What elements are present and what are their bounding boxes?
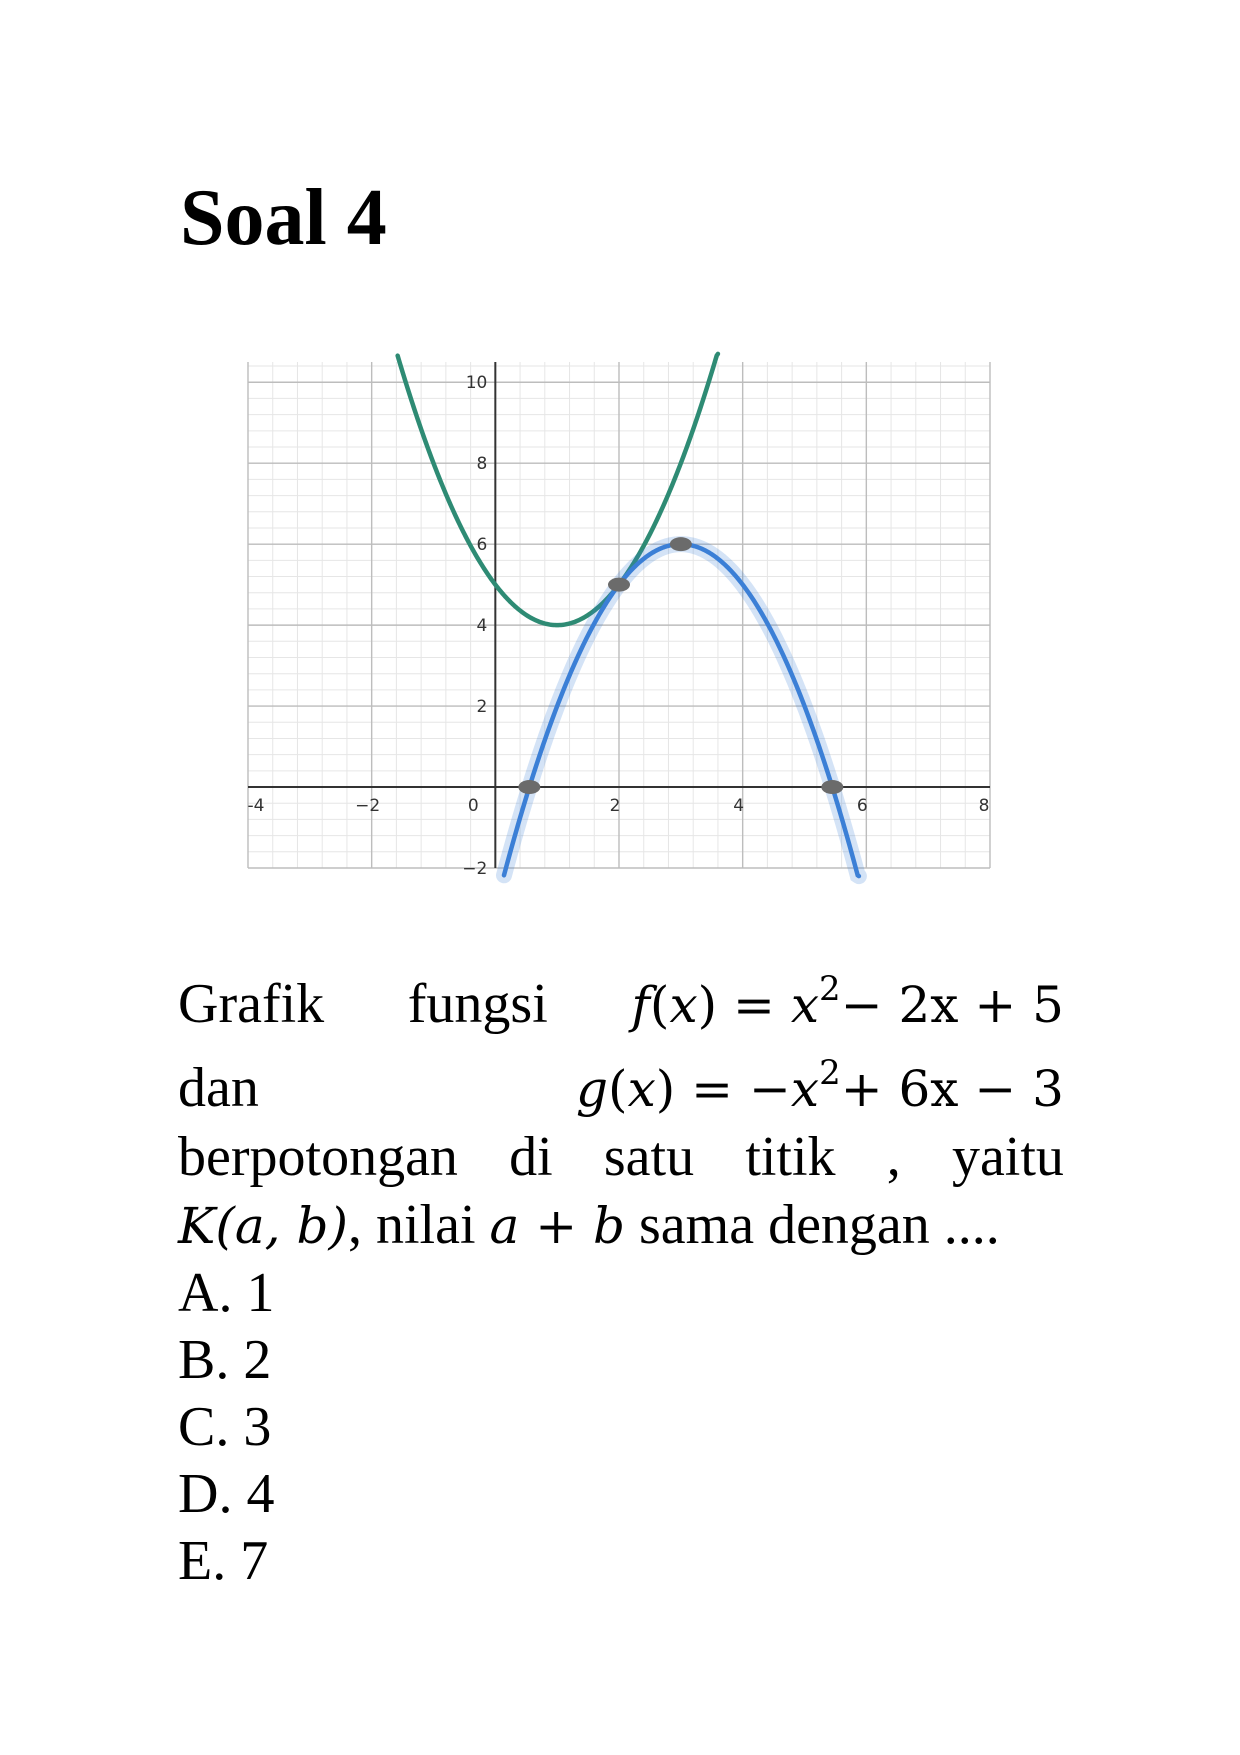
option-c[interactable] <box>178 1394 1064 1461</box>
question-line-4 <box>178 1191 1064 1260</box>
option-letter: C. <box>178 1396 230 1458</box>
word: berpotongan <box>178 1126 458 1188</box>
graph-point <box>821 780 843 794</box>
line4-mid: , nilai <box>347 1194 490 1256</box>
y-tick-label: 2 <box>476 697 488 718</box>
line4-end: sama dengan .... <box>625 1194 1000 1256</box>
word: di <box>509 1126 553 1188</box>
answer-options <box>178 1260 1064 1595</box>
x-tick-label: 6 <box>856 796 868 817</box>
y-tick-label: 4 <box>476 616 488 637</box>
g-exponent: 2 <box>819 1053 841 1093</box>
option-d[interactable] <box>178 1461 1064 1528</box>
x-tick-label: 0 <box>467 796 479 817</box>
f-name: f <box>631 976 650 1034</box>
curve-g <box>504 544 859 876</box>
g-name: g <box>576 1060 609 1118</box>
option-a[interactable] <box>178 1260 1064 1327</box>
y-tick-label: 6 <box>476 535 488 556</box>
y-tick-label: −2 <box>462 859 488 879</box>
option-value: 2 <box>243 1329 272 1391</box>
option-letter: D. <box>178 1463 233 1525</box>
g-rhs: −x <box>748 1060 820 1118</box>
question-text <box>178 955 1064 1595</box>
x-tick-label: 8 <box>978 796 990 817</box>
y-tick-label: 8 <box>476 454 488 475</box>
x-tick-label: 4 <box>733 796 745 817</box>
option-letter: B. <box>178 1329 230 1391</box>
word: satu <box>603 1126 695 1188</box>
word: titik <box>745 1126 836 1188</box>
y-tick-label: 10 <box>465 373 488 394</box>
word: , <box>886 1126 901 1188</box>
question-title: Soal 4 <box>180 174 387 262</box>
graph-point <box>670 537 692 551</box>
point-k: K(a, b) <box>178 1197 348 1255</box>
graph-point <box>608 578 630 592</box>
word: yaitu <box>951 1126 1064 1188</box>
f-rhs: x <box>790 976 820 1034</box>
option-value: 1 <box>246 1262 275 1324</box>
curves <box>398 354 859 876</box>
option-letter: A. <box>178 1262 233 1324</box>
question-line-2 <box>178 1039 1064 1123</box>
option-letter: E. <box>178 1530 227 1592</box>
option-value: 3 <box>243 1396 272 1458</box>
f-exponent: 2 <box>819 969 841 1009</box>
option-e[interactable] <box>178 1528 1064 1595</box>
option-b[interactable] <box>178 1327 1064 1394</box>
word-grafik: Grafik <box>178 973 325 1035</box>
question-line-1 <box>178 955 1064 1039</box>
x-tick-label: −2 <box>355 796 381 817</box>
g-definition: $g(x) = -x^2+ 6x - 3$ <box>576 1053 1064 1118</box>
g-tail: + 6x − 3 <box>840 1060 1064 1118</box>
function-graph <box>247 362 990 879</box>
f-tail: − 2x + 5 <box>840 976 1064 1034</box>
option-value: 4 <box>246 1463 275 1525</box>
question-line-3 <box>178 1123 1064 1191</box>
graph-point <box>518 780 540 794</box>
x-tick-label: -4 <box>247 796 265 817</box>
f-definition: $f(x) = x^2- 2x + 5$ <box>631 969 1064 1034</box>
x-tick-label: 2 <box>609 796 621 817</box>
sum-expression: a + b <box>489 1197 626 1255</box>
word-dan: dan <box>178 1057 259 1119</box>
option-value: 7 <box>240 1530 269 1592</box>
major-grid <box>248 362 990 868</box>
word-fungsi: fungsi <box>407 973 548 1035</box>
